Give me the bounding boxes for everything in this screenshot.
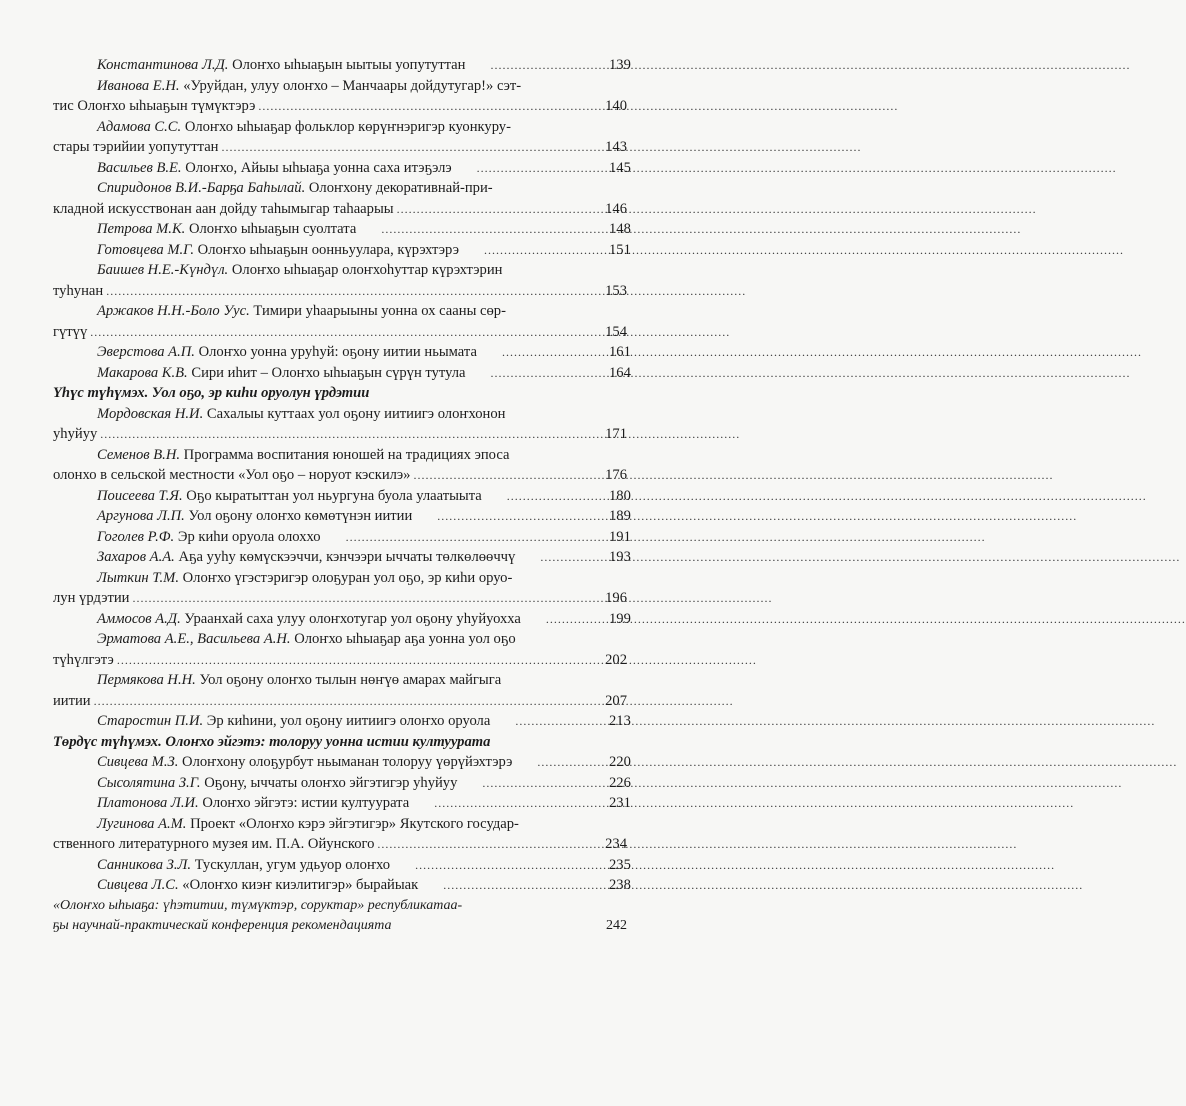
toc-page-number: 234 (605, 836, 627, 852)
toc-page-number: 176 (605, 467, 627, 483)
toc-title: Сахалыы куттаах уол оҕону иитиигэ олоҥхонон (206, 405, 506, 422)
toc-entry (53, 773, 631, 794)
toc-page-number: 143 (605, 139, 627, 155)
toc-title: Олоҥхону олоҕурбут ньыманан толоруу үөрүйэхтэрэ (182, 754, 513, 770)
toc-entry (53, 445, 627, 466)
toc-page-number: 199 (609, 610, 631, 627)
toc-author: Сысолятина З.Г. (97, 774, 201, 791)
toc-entry-cont (53, 322, 627, 343)
toc-title: Эр киһи оруола олоххо (177, 528, 321, 545)
toc-author: Аргунова Л.П. (97, 508, 185, 524)
toc-entry (53, 506, 631, 527)
toc-author: Пермякова Н.Н. (97, 672, 196, 688)
toc-entry (53, 404, 627, 425)
toc-author: Эрматова А.Е., Васильева А.Н. (97, 631, 291, 647)
toc-title: Олоҥхо ыһыаҕын оонньуулара, күрэхтэрэ (197, 241, 459, 258)
final-title: «Олоҥхо ыһыаҕа: үһэтитии, түмүктэр, соруктар» республикатаа- (53, 897, 463, 913)
toc-entry (53, 752, 631, 773)
toc-title: Эр киһини, уол оҕону иитиигэ олоҥхо оруола (206, 713, 491, 729)
toc-page-number: 220 (609, 754, 631, 770)
toc-page-number: 171 (605, 426, 627, 442)
toc-page-number: 193 (609, 549, 631, 565)
toc-page-number: 180 (609, 487, 631, 504)
toc-author: Платонова Л.И. (97, 795, 199, 811)
toc-author: Лыткин Т.М. (97, 569, 179, 586)
leader-dots (258, 96, 584, 117)
leader-dots (397, 199, 584, 220)
toc-author: Петрова М.К. (97, 221, 186, 237)
toc-title: Тускуллан, угум удьуор олоҥхо (194, 856, 391, 873)
toc-author: Сивцева М.З. (97, 754, 179, 770)
toc-title: Оҕо кыратыттан уол ньургуна буола улаатыыта (186, 487, 482, 504)
toc-entry-cont (53, 650, 627, 671)
toc-title: Проект «Олоҥхо кэрэ эйгэтигэр» Якутского государ- (190, 815, 519, 832)
toc-title: «Олоҥхо киэҥ киэлитигэр» бырайыак (182, 877, 419, 893)
toc-author: Константинова Л.Д. (97, 57, 229, 73)
final-title: ҕы научнай-практическай конференция рекомендацията (53, 918, 392, 933)
toc-author: Лугинова А.М. (97, 815, 187, 832)
leader-dots (90, 322, 584, 343)
leader-dots (421, 875, 584, 896)
leader-dots (515, 752, 584, 773)
toc-page-number: 242 (606, 918, 627, 933)
toc-author: Васильев В.Е. (97, 159, 182, 176)
toc-author: Семенов В.Н. (97, 446, 181, 463)
toc-title: Олоҥхо ыһыаҕар фольклор көрүҥнэригэр куонкуру- (184, 118, 511, 135)
toc-entry (53, 342, 631, 363)
toc-entry (53, 875, 631, 896)
toc-title: Олоҥхо ыһыаҕын суолтата (188, 221, 357, 237)
toc-title: уһуйуу (53, 426, 98, 442)
leader-dots (469, 363, 584, 384)
toc-entry (53, 260, 627, 281)
leader-dots (524, 609, 584, 630)
toc-entry (53, 547, 631, 568)
leader-dots (412, 793, 584, 814)
toc-entry (53, 527, 631, 548)
table-of-contents (53, 55, 631, 937)
toc-author: Макарова К.В. (97, 364, 188, 381)
toc-entry (53, 219, 631, 240)
toc-page-number: 154 (605, 323, 627, 340)
toc-title: Олоҥхону декоративнай-при- (308, 180, 493, 196)
toc-author: Поисеева Т.Я. (97, 487, 183, 504)
toc-page-number: 235 (609, 856, 631, 873)
toc-entry (53, 158, 631, 179)
toc-entry (53, 814, 627, 835)
toc-title: Олоҥхо эйгэтэ: истии култуурата (202, 795, 410, 811)
leader-dots (100, 424, 584, 445)
toc-title: лун үрдэтии (53, 590, 130, 606)
toc-entry-cont (53, 96, 627, 117)
toc-author: Захаров А.А. (97, 549, 175, 565)
toc-title: ственного литературного музея им. П.А. Ойунского (53, 836, 375, 852)
toc-title: «Уруйдан, улуу олоҥхо – Манчаары дойдутугар!» сэт- (183, 77, 522, 94)
toc-entry-cont (53, 588, 627, 609)
toc-entry (53, 793, 631, 814)
toc-entry-cont (53, 834, 627, 855)
toc-entry (53, 301, 627, 322)
toc-page-number: 161 (609, 344, 631, 360)
toc-title: Программа воспитания юношей на традициях эпоса (183, 446, 510, 463)
toc-page-number: 139 (609, 57, 631, 73)
toc-title: түһүлгэтэ (53, 651, 114, 668)
toc-entry-cont (53, 465, 627, 486)
toc-title: Тимири уһаарыыны уонна ох сааны сөр- (253, 303, 506, 319)
toc-author: Готовцева М.Г. (97, 241, 194, 258)
leader-dots (460, 773, 584, 794)
toc-entry (53, 855, 631, 876)
toc-title: Олоҥхо үгэстэригэр олоҕуран уол оҕо, эр киһи оруо- (182, 569, 513, 586)
leader-dots (485, 486, 584, 507)
toc-author: Сивцева Л.С. (97, 877, 179, 893)
toc-title: Уол оҕону олоҥхо тылын нөҥүө амарах майгыга (199, 672, 502, 688)
toc-entry (53, 363, 631, 384)
toc-title: Ураанхай саха улуу олоҥхотугар уол оҕону уһуйуохха (184, 610, 521, 627)
leader-dots (117, 650, 584, 671)
leader-dots (359, 219, 584, 240)
toc-page-number: 148 (609, 221, 631, 237)
toc-page-number: 231 (609, 795, 631, 811)
leader-dots (94, 691, 584, 712)
toc-title: Олоҥхо, Айыы ыһыаҕа уонна саха итэҕэлэ (185, 159, 452, 176)
toc-page-number: 146 (605, 200, 627, 217)
toc-entry (53, 55, 631, 76)
toc-page-number: 153 (605, 282, 627, 299)
leader-dots (468, 55, 584, 76)
toc-entry-cont (53, 424, 627, 445)
final-entry-line (53, 916, 627, 937)
toc-author: Спиридонов В.И.-Барҕа Баһылай. (97, 180, 306, 196)
leader-dots (393, 855, 584, 876)
leader-dots (455, 158, 584, 179)
toc-page-number: 145 (609, 159, 631, 176)
toc-title: кладной искусствонан аан дойду таһымыгар таһаарыы (53, 200, 394, 217)
toc-page-number: 140 (605, 98, 627, 114)
toc-author: Иванова Е.Н. (97, 77, 180, 94)
toc-entry (53, 117, 627, 138)
toc-page-number: 207 (605, 692, 627, 709)
toc-page-number: 226 (609, 774, 631, 791)
toc-title: Олоҥхо ыһыаҕын ыытыы уопутуттан (232, 57, 466, 73)
toc-title: туһунан (53, 282, 104, 299)
toc-author: Адамова С.С. (97, 118, 182, 135)
leader-dots (377, 834, 584, 855)
leader-dots (480, 342, 584, 363)
toc-entry (53, 670, 627, 691)
toc-author: Мордовская Н.И. (97, 405, 204, 422)
toc-title: олонхо в сельской местности «Уол оҕо – норуот кэскилэ» (53, 467, 411, 483)
toc-author: Аржаков Н.Н.-Боло Уус. (97, 303, 250, 319)
toc-page-number: 191 (609, 528, 631, 545)
final-entry (53, 896, 627, 937)
section-heading: Үһүс түһүмэх. Уол оҕо, эр киһи оруолун үрдэтии (53, 385, 370, 401)
section-heading: Төрдүс түһүмэх. Олоҥхо эйгэтэ: толоруу уонна истии култуурата (53, 733, 491, 750)
toc-entry (53, 178, 627, 199)
toc-author: Баишев Н.Е.-Күндүл. (97, 262, 229, 278)
toc-page-number: 196 (605, 590, 627, 606)
toc-entry-cont (53, 199, 627, 220)
toc-page-number: 213 (609, 713, 631, 729)
toc-title: тис Олоҥхо ыһыаҕын түмүктэрэ (53, 98, 256, 114)
toc-entry (53, 568, 627, 589)
toc-author: Санникова З.Л. (97, 856, 192, 873)
toc-page-number: 189 (609, 508, 631, 524)
toc-author: Эверстова А.П. (97, 344, 195, 360)
toc-entry (53, 486, 631, 507)
leader-dots (133, 588, 585, 609)
leader-dots (222, 137, 585, 158)
toc-entry (53, 76, 627, 97)
toc-entry (53, 240, 631, 261)
final-entry-line (53, 896, 627, 917)
leader-dots (324, 527, 584, 548)
toc-entry (53, 609, 631, 630)
toc-entry (53, 629, 627, 650)
toc-author: Гоголев Р.Ф. (97, 528, 175, 545)
toc-author: Старостин П.И. (97, 713, 204, 729)
leader-dots (415, 506, 584, 527)
toc-author: Аммосов А.Д. (97, 610, 181, 627)
toc-title: Уол оҕону олоҥхо көмөтүнэн иитии (188, 508, 413, 524)
toc-title: гүтүү (53, 323, 88, 340)
toc-page-number: 164 (609, 364, 631, 381)
toc-entry-cont (53, 137, 627, 158)
leader-dots (413, 465, 584, 486)
toc-title: Олоҥхо уонна уруһуй: оҕону иитии ньымата (198, 344, 477, 360)
toc-page-number: 151 (609, 241, 631, 258)
toc-page-number: 238 (609, 877, 631, 893)
toc-title: иитии (53, 692, 91, 709)
toc-title: Сири иһит – Олоҥхо ыһыаҕын сүрүн тутула (191, 364, 466, 381)
leader-dots (462, 240, 584, 261)
toc-title: стары тэрийии уопутуттан (53, 139, 219, 155)
leader-dots (106, 281, 584, 302)
toc-entry-cont (53, 281, 627, 302)
leader-dots (493, 711, 584, 732)
toc-title: Аҕа ууһу көмүскээччи, кэнчээри ыччаты төлкөлөөччү (178, 549, 516, 565)
toc-title: Олоҥхо ыһыаҕар олоҥхоһуттар күрэхтэрин (231, 262, 503, 278)
toc-entry-cont (53, 691, 627, 712)
toc-title: Олоҥхо ыһыаҕар аҕа уонна уол оҕо (294, 631, 516, 647)
toc-title: Оҕону, ыччаты олоҥхо эйгэтигэр уһуйуу (204, 774, 458, 791)
toc-page-number: 202 (605, 651, 627, 668)
toc-entry (53, 711, 631, 732)
leader-dots (518, 547, 584, 568)
